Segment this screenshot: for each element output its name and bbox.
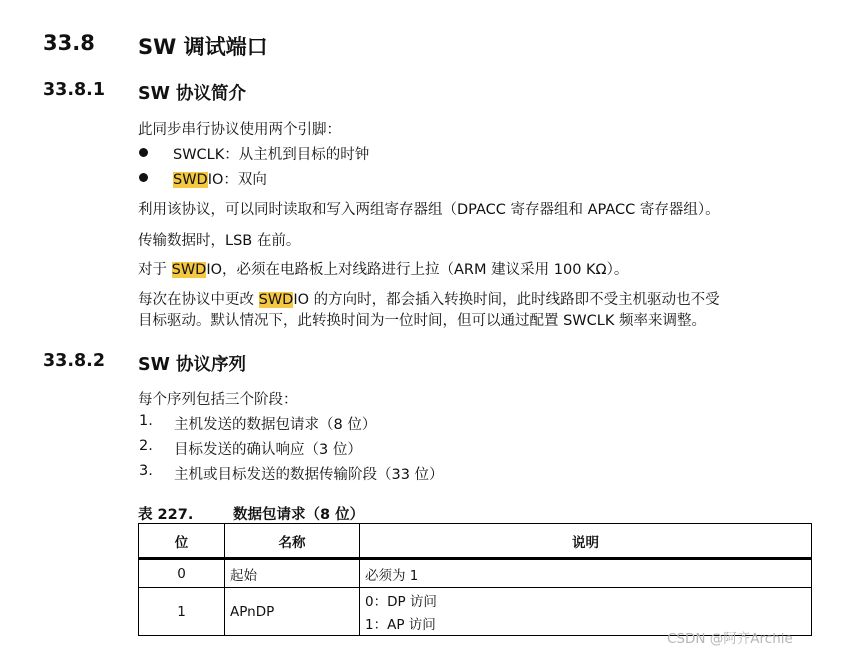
- subsection-1-title: SW 协议简介: [138, 84, 246, 104]
- table-caption-title: 数据包请求（8 位）: [233, 507, 365, 523]
- paragraph-pullup: [138, 258, 628, 279]
- subsection-2-title: SW 协议序列: [138, 355, 246, 375]
- desc-line: 1：AP 访问: [365, 617, 436, 633]
- watermark: CSDN @阿齐Archie: [667, 631, 793, 647]
- list-item: 目标发送的确认响应（3 位）: [174, 442, 362, 458]
- text-span: 每次在协议中更改: [138, 292, 259, 308]
- cell-bit: 1: [139, 588, 225, 636]
- text-span: IO，必须在电路板上对线路进行上拉（ARM 建议采用 100 KΩ）。: [206, 262, 629, 278]
- list-number: 2.: [139, 438, 153, 454]
- bullet-highlight: SWD: [173, 172, 208, 188]
- paragraph-registers: 利用该协议，可以同时读取和写入两组寄存器组（DPACC 寄存器组和 APACC 寄存器组）。: [138, 202, 720, 218]
- bullet-item-swdio: [173, 168, 267, 189]
- list-item: 主机发送的数据包请求（8 位）: [174, 417, 377, 433]
- bullet-item-swclk: [173, 143, 369, 164]
- column-header-name: 名称: [225, 524, 360, 559]
- subsection-2-number: 33.8.2: [43, 351, 106, 371]
- table-header-row: [139, 524, 812, 559]
- subsection-1-number: 33.8.1: [43, 80, 106, 100]
- section-title: SW 调试端口: [138, 35, 268, 59]
- bullet-text: SWCLK：从主机到目标的时钟: [173, 147, 370, 163]
- cell-name: 起始: [225, 559, 360, 588]
- desc-line: 0：DP 访问: [365, 594, 437, 610]
- packet-request-table: [138, 523, 812, 636]
- desc-line: 必须为 1: [365, 567, 419, 584]
- sequence-intro: 每个序列包括三个阶段：: [138, 392, 298, 408]
- paragraph-lsb: 传输数据时，LSB 在前。: [138, 233, 301, 249]
- text-span: 对于: [138, 262, 172, 278]
- table-row: [139, 559, 812, 588]
- section-number: 33.8: [43, 31, 95, 55]
- highlight-swd: SWD: [258, 292, 294, 308]
- table-caption-number: 表 227.: [138, 507, 194, 523]
- column-header-description: 说明: [360, 524, 812, 559]
- list-number: 1.: [139, 413, 153, 429]
- intro-paragraph: 此同步串行协议使用两个引脚：: [138, 122, 341, 138]
- highlight-swd: SWD: [171, 262, 207, 278]
- paragraph-turnaround-line2: 目标驱动。默认情况下，此转换时间为一位时间，但可以通过配置 SWCLK 频率来调整。: [138, 313, 706, 329]
- list-number: 3.: [139, 463, 153, 479]
- paragraph-turnaround-line1: [138, 288, 720, 309]
- text-span: IO 的方向时，都会插入转换时间，此时线路即不受主机驱动也不受: [293, 292, 720, 308]
- bullet-icon: [139, 173, 148, 182]
- cell-description: [360, 559, 812, 588]
- cell-name: APnDP: [225, 588, 360, 636]
- bullet-icon: [139, 148, 148, 157]
- cell-bit: 0: [139, 559, 225, 588]
- column-header-bit: 位: [139, 524, 225, 559]
- list-item: 主机或目标发送的数据传输阶段（33 位）: [174, 467, 444, 483]
- bullet-text: IO：双向: [207, 172, 267, 188]
